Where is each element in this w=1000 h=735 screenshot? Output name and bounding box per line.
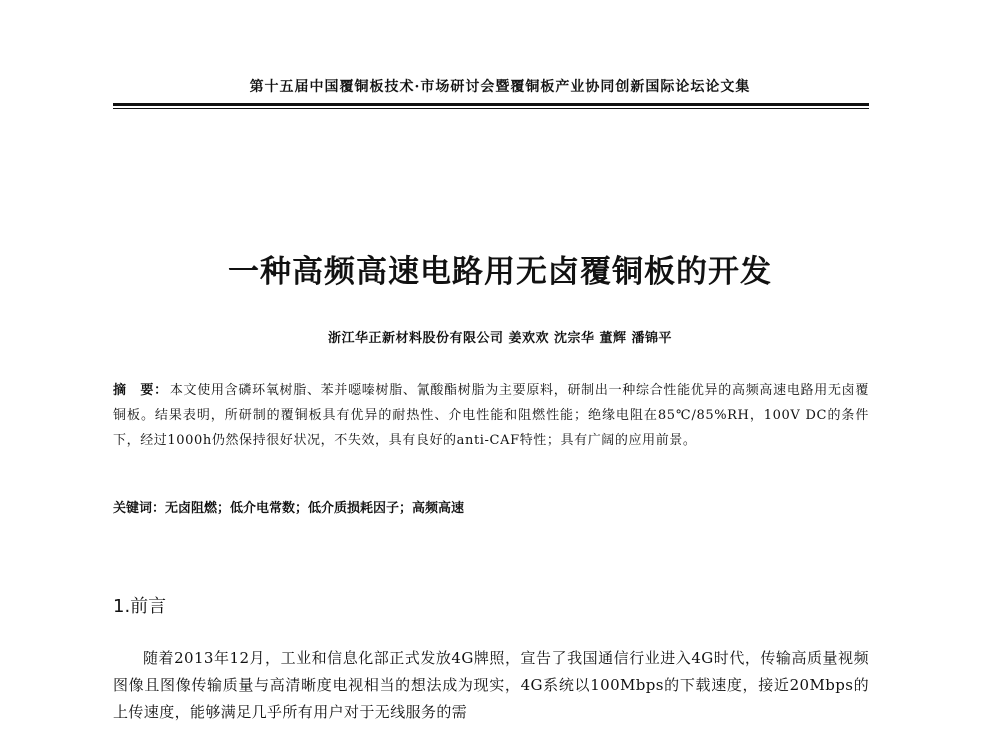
abstract-text: 本文使用含磷环氧树脂、苯并噁嗪树脂、氰酸酯树脂为主要原料，研制出一种综合性能优异的高频高速电路用无卤覆铜板。结果表明，所研制的覆铜板具有优异的耐热性、介电性能和阻燃性能；绝缘电阻在85℃/85%RH，100V DC的条件下，经过1000h仍然保持很好状况，不失效，具有良好的anti-CAF特性；具有广阔的应用前景。 bbox=[113, 383, 869, 448]
paper-title: 一种高频高速电路用无卤覆铜板的开发 bbox=[228, 254, 772, 290]
section-heading-introduction: 1.前言 bbox=[113, 596, 167, 617]
abstract-label: 摘 要： bbox=[113, 383, 168, 398]
running-header: 第十五届中国覆铜板技术·市场研讨会暨覆铜板产业协同创新国际论坛论文集 bbox=[249, 79, 751, 95]
paper-authors: 浙江华正新材料股份有限公司 姜欢欢 沈宗华 董辉 潘锦平 bbox=[327, 331, 673, 346]
header-rule-thick bbox=[113, 103, 869, 106]
abstract bbox=[113, 378, 869, 453]
body-paragraph: 随着2013年12月，工业和信息化部正式发放4G牌照，宣告了我国通信行业进入4G时代，传输高质量视频图像且图像传输质量与高清晰度电视相当的想法成为现实，4G系统以100Mbps的下载速度，接近20Mbps的上传速度，能够满足几乎所有用户对于无线服务的需 bbox=[113, 649, 869, 721]
keywords: 关键词：无卤阻燃；低介电常数；低介质损耗因子；高频高速 bbox=[113, 501, 465, 516]
header-rule-thin bbox=[113, 108, 869, 109]
